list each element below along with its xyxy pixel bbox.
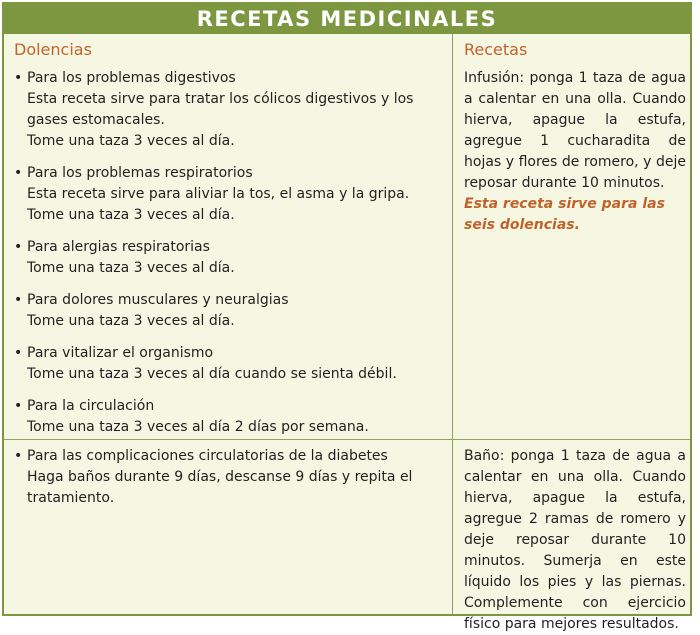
ailment-detail: Haga baños durante 9 días, descanse 9 días y repita el tratamiento. (27, 469, 413, 506)
bullet-icon: • (14, 292, 23, 308)
ailment-title: Para la circulación (27, 398, 155, 414)
ailment-item (14, 343, 444, 385)
ailment-item (14, 163, 444, 226)
table-body (4, 34, 690, 632)
ailment-item (14, 396, 444, 438)
recipe-infusion-text: Infusión: ponga 1 taza de agua a calentar en una olla. Cuando hierva, apague la estufa, agregue 1 cucharadita de hojas y flores de romero, y deje reposar durante 10 minutos. (464, 70, 686, 191)
recipe-infusion-note: Esta receta sirve para las seis dolencias. (464, 196, 665, 233)
table-title: RECETAS MEDICINALES (4, 4, 690, 34)
column-header-recetas: Recetas (464, 40, 528, 59)
ailment-detail: Tome una taza 3 veces al día 2 días por semana. (27, 419, 369, 435)
bullet-icon: • (14, 239, 23, 255)
ailment-item (14, 290, 444, 332)
bullet-icon: • (14, 70, 23, 86)
column-divider (452, 34, 453, 614)
ailment-detail: Tome una taza 3 veces al día. (27, 207, 235, 223)
recipe-bath (464, 446, 686, 635)
ailment-title: Para las complicaciones circulatorias de la diabetes (27, 448, 388, 464)
ailment-title: Para los problemas digestivos (27, 70, 236, 86)
ailment-detail: Esta receta sirve para aliviar la tos, el asma y la gripa. (27, 186, 410, 202)
ailment-detail: Tome una taza 3 veces al día. (27, 133, 235, 149)
bullet-icon: • (14, 345, 23, 361)
ailment-title: Para alergias respiratorias (27, 239, 210, 255)
ailment-title: Para dolores musculares y neuralgias (27, 292, 289, 308)
ailment-item (14, 237, 444, 279)
ailment-title: Para los problemas respiratorios (27, 165, 253, 181)
ailment-list-top (14, 68, 444, 449)
bullet-icon: • (14, 165, 23, 181)
ailment-detail: Esta receta sirve para tratar los cólicos digestivos y los gases estomacales. (27, 91, 414, 128)
ailment-item (14, 68, 444, 152)
recipe-bath-text: Baño: ponga 1 taza de agua a calentar en una olla. Cuando hierva, apague la estufa, agregue 2 ramas de romero y deje reposar durante 10 minutos. Sumerja en este líquido los pies y las piernas. Complemente con ejercicio físico para mejores resultados. (464, 448, 686, 632)
bullet-icon: • (14, 448, 23, 464)
ailment-item (14, 446, 444, 509)
recipes-table (2, 2, 692, 632)
bullet-icon: • (14, 398, 23, 414)
column-header-dolencias: Dolencias (14, 40, 92, 59)
ailment-title: Para vitalizar el organismo (27, 345, 214, 361)
ailment-detail: Tome una taza 3 veces al día. (27, 260, 235, 276)
ailment-list-bottom (14, 446, 444, 520)
ailment-detail: Tome una taza 3 veces al día cuando se sienta débil. (27, 366, 397, 382)
recipe-infusion (464, 68, 686, 236)
ailment-detail: Tome una taza 3 veces al día. (27, 313, 235, 329)
